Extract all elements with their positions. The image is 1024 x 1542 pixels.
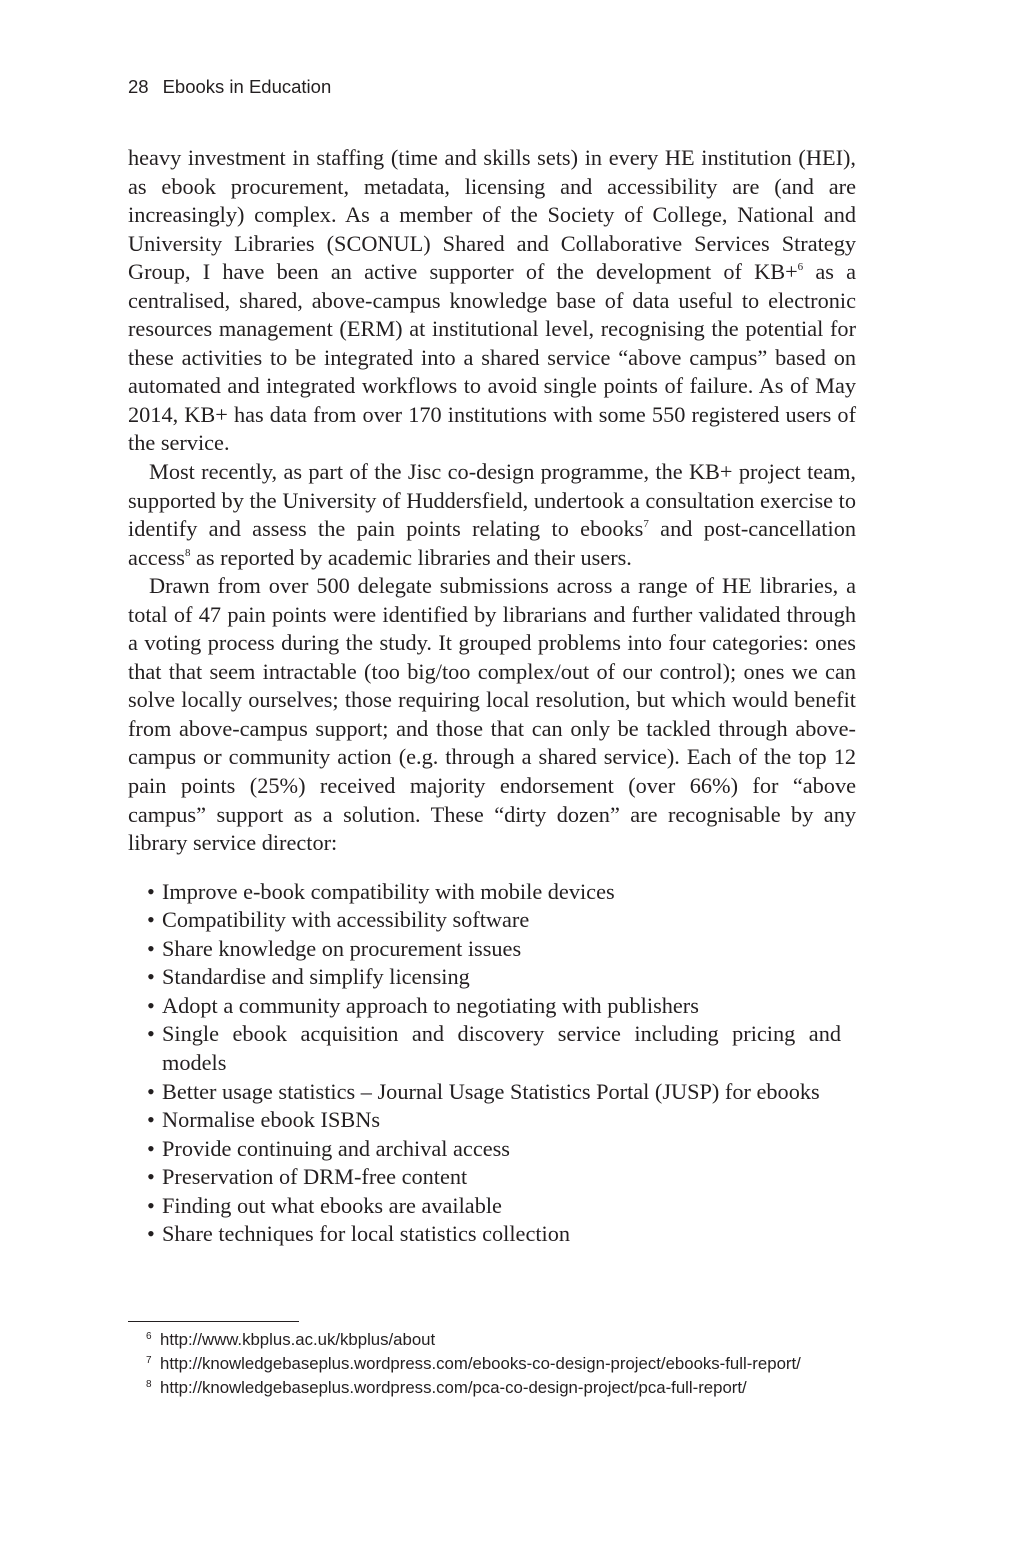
list-item-text: Improve e-book compatibility with mobile devices: [162, 878, 615, 904]
footnote-7: 7 http://knowledgebaseplus.wordpress.com/ebooks-co-design-project/ebooks-full-report/: [146, 1354, 801, 1373]
list-item: [147, 1192, 841, 1221]
body-text: [128, 144, 856, 1249]
paragraph-2-text-c: as reported by academic libraries and their users.: [190, 544, 632, 570]
list-item-text: Better usage statistics – Journal Usage Statistics Portal (JUSP) for ebooks: [162, 1078, 820, 1104]
footnotes: [146, 1328, 866, 1400]
bullet-icon: •: [147, 1107, 155, 1133]
list-item-text: Share techniques for local statistics collection: [162, 1221, 571, 1247]
list-item: [147, 992, 841, 1021]
list-item: [147, 1163, 841, 1192]
footnote-ref-8[interactable]: 8: [184, 546, 191, 559]
bullet-icon: •: [147, 1221, 155, 1247]
bullet-icon: •: [147, 935, 155, 961]
list-item-text: Compatibility with accessibility software: [162, 907, 530, 933]
list-item: [147, 1020, 841, 1077]
list-item-text: Finding out what ebooks are available: [162, 1192, 502, 1218]
footnote-link[interactable]: http://knowledgebaseplus.wordpress.com/ebooks-co-design-project/ebooks-full-report/: [160, 1354, 801, 1373]
list-item: [147, 963, 841, 992]
list-item: [147, 1106, 841, 1135]
running-head: [128, 76, 331, 98]
pain-points-list: [128, 878, 841, 1249]
list-item-text: Adopt a community approach to negotiating with publishers: [162, 992, 699, 1018]
list-item-text: Single ebook acquisition and discovery service including pricing and models: [162, 1021, 841, 1075]
bullet-icon: •: [147, 1192, 155, 1218]
footnote-6: 6 http://www.kbplus.ac.uk/kbplus/about: [146, 1330, 436, 1349]
bullet-icon: •: [147, 1164, 155, 1190]
list-item-text: Provide continuing and archival access: [162, 1135, 510, 1161]
list-item: [147, 906, 841, 935]
list-item: [147, 1135, 841, 1164]
bullet-icon: •: [147, 1135, 155, 1161]
list-item: [147, 935, 841, 964]
paragraph-2: [128, 458, 856, 572]
paragraph-1-text-b: as a centralised, shared, above-campus knowledge base of data useful to electronic resources management (ERM) at institutional level, recognising the potential for these activities to be integrated into a shared service “above campus” based on automated and integrated workflows to avoid single points of failure. As of May 2014, KB+ has data from over 170 institutions with some 550 registered users of the service.: [128, 259, 856, 456]
bullet-icon: •: [147, 1078, 155, 1104]
bullet-icon: •: [147, 992, 155, 1018]
bullet-icon: •: [147, 1021, 155, 1047]
footnote-divider: [128, 1321, 299, 1322]
footnote-8: 8 http://knowledgebaseplus.wordpress.com/pca-co-design-project/pca-full-report/: [146, 1378, 747, 1397]
list-item: [147, 878, 841, 907]
bullet-icon: •: [147, 878, 155, 904]
bullet-icon: •: [147, 964, 155, 990]
paragraph-2-text-a: Most recently, as part of the Jisc co-design programme, the KB+ project team, supported by the University of Huddersfield, undertook a consultation exercise to identify and assess the pain points relating to ebooks: [128, 459, 856, 542]
footnote-link[interactable]: http://knowledgebaseplus.wordpress.com/pca-co-design-project/pca-full-report/: [160, 1378, 747, 1397]
list-item: [147, 1078, 841, 1107]
list-item-text: Standardise and simplify licensing: [162, 964, 470, 990]
bullet-icon: •: [147, 907, 155, 933]
paragraph-1: [128, 144, 856, 458]
footnote-ref-6[interactable]: 6: [797, 261, 804, 274]
paragraph-3: Drawn from over 500 delegate submissions across a range of HE libraries, a total of 47 pain points were identified by librarians and further validated through a voting process during the study. It grouped problems into four categories: ones that that seem intractable (too big/too complex/out of our control); ones we can solve locally ourselves; those requiring local resolution, but which would benefit from above-campus support; and those that can only be tackled through above-campus or community action (e.g. through a shared service). Each of the top 12 pain points (25%) received majority endorsement (over 66%) for “above campus” support as a solution. These “dirty dozen” are recognisable by any library service director:: [128, 573, 856, 856]
list-item: [147, 1220, 841, 1249]
paragraph-1-text-a: heavy investment in staffing (time and skills sets) in every HE institution (HEI), as ebook procurement, metadata, licensing and accessibility are (and are increasingly) complex. As a member of the Society of College, National and University Libraries (SCONUL) Shared and Collaborative Services Strategy Group, I have been an active supporter of the development of KB+: [128, 145, 856, 285]
footnote-link[interactable]: http://www.kbplus.ac.uk/kbplus/about: [160, 1330, 436, 1349]
footnote-ref-7[interactable]: 7: [643, 518, 649, 531]
list-item-text: Share knowledge on procurement issues: [162, 935, 522, 961]
page-number: 28: [128, 76, 149, 97]
paragraph-2-text-b: and post-cancellation access: [128, 516, 856, 570]
running-title: Ebooks in Education: [162, 76, 332, 97]
list-item-text: Normalise ebook ISBNs: [162, 1107, 380, 1133]
list-item-text: Preservation of DRM-free content: [162, 1164, 468, 1190]
